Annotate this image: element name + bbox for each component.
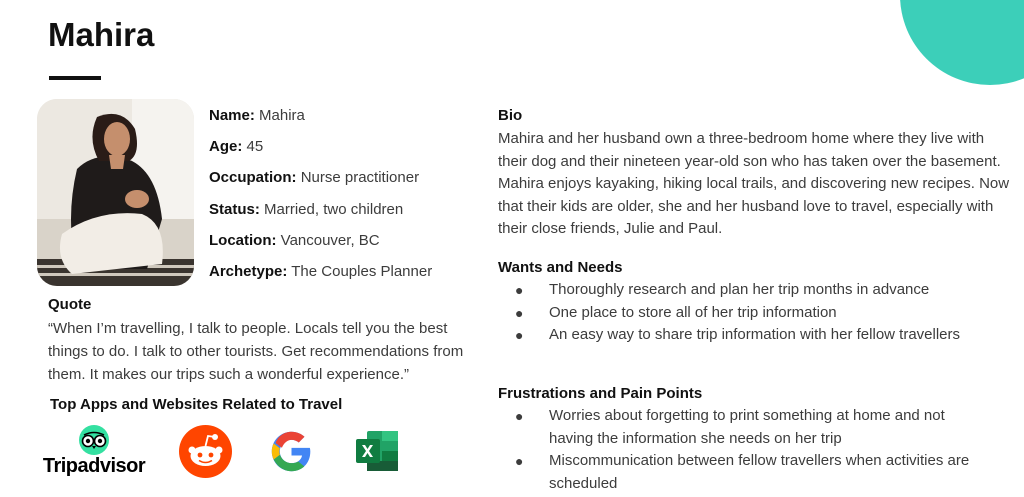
bullet-icon: ● [515, 453, 524, 470]
persona-photo [37, 99, 194, 286]
bio-text: Mahira and her husband own a three-bedroom home where they live with their dog and their nineteen year-old son who has taken over the basement. Mahira enjoys kayaking, hiking local trails, and discovering new recipes. Now that their kids are older, she and her husband love to travel, especially with their close friends, Julie and Paul. [498, 130, 1010, 238]
tripadvisor-owl-icon [78, 425, 110, 455]
bio-heading: Bio [498, 107, 523, 124]
wants-heading: Wants and Needs [498, 259, 623, 276]
list-item: ● One place to store all of her trip information [498, 302, 979, 325]
bullet-icon: ● [515, 327, 524, 344]
frustrations-heading: Frustrations and Pain Points [498, 385, 703, 402]
tripadvisor-wordmark: Tripadvisor [42, 455, 146, 477]
excel-icon [355, 430, 399, 472]
fact-status: Status: Married, two children [209, 200, 404, 218]
google-logo [270, 430, 313, 478]
persona-title: Mahira [48, 16, 155, 53]
google-icon [270, 430, 313, 473]
quote-heading: Quote [48, 296, 92, 313]
reddit-logo [179, 425, 232, 483]
list-item: ● Miscommunication between fellow travellers when activities are scheduled [515, 452, 970, 492]
fact-age: Age: 45 [209, 138, 264, 156]
quote-text: “When I’m travelling, I talk to people. Locals tell you the best things to do. I talk to other tourists. Get recommendations from them. It makes our trips such a wonderful experience.” [48, 320, 464, 383]
fact-name: Name: Mahira [209, 107, 305, 124]
bullet-icon: ● [515, 282, 524, 298]
list-item: ● Worries about forgetting to print something at home and not having the information she needs on her trip [515, 407, 945, 447]
list-item: ● An easy way to share trip information with her fellow travellers [498, 324, 979, 347]
decorative-circle [900, 0, 1024, 85]
tripadvisor-logo [36, 425, 152, 477]
apps-heading: Top Apps and Websites Related to Travel [50, 396, 343, 413]
frustrations-list [498, 405, 979, 495]
persona-facts [209, 105, 432, 292]
excel-logo [355, 430, 399, 477]
wants-list [498, 279, 979, 347]
fact-archetype: Archetype: The Couples Planner [209, 262, 433, 280]
list-item: ● Thoroughly research and plan her trip months in advance [498, 279, 979, 302]
fact-occupation: Occupation: Nurse practitioner [209, 169, 420, 187]
fact-location: Location: Vancouver, BC [209, 231, 380, 249]
title-underline [49, 76, 101, 80]
bullet-icon: ● [515, 408, 524, 424]
bullet-icon: ● [515, 304, 524, 321]
reddit-icon [179, 425, 232, 478]
